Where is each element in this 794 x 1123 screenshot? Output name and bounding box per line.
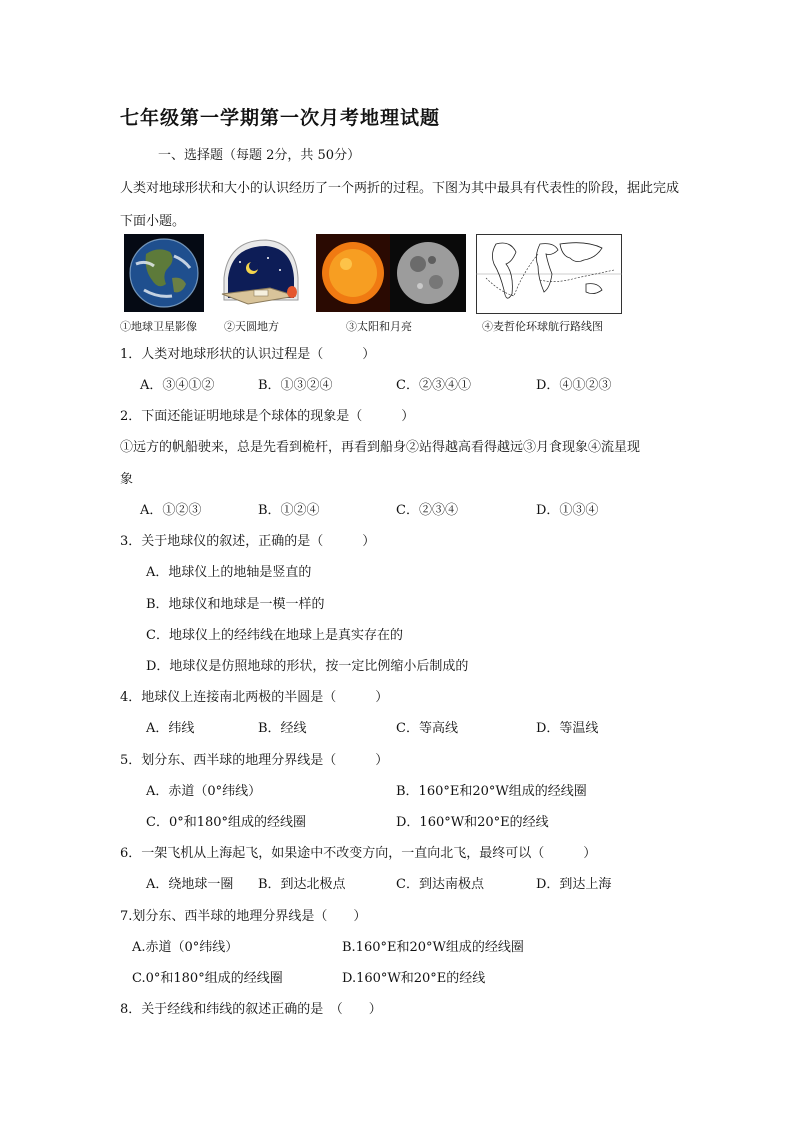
q6-option-c: C．到达南极点	[396, 877, 484, 892]
question-4-stem: 4．地球仪上连接南北两极的半圆是（ ）	[120, 690, 389, 705]
q4-option-a: A．纬线	[146, 721, 195, 736]
question-8-stem: 8．关于经线和纬线的叙述正确的是 （ ）	[120, 1002, 382, 1017]
section-heading: 一、选择题（每题 2分，共 50分）	[158, 148, 361, 163]
q6-option-a: A．绕地球一圈	[146, 877, 234, 892]
q7-option-c: C.0°和180°组成的经线圈	[132, 971, 283, 986]
figure-caption-1: ①地球卫星影像	[120, 320, 197, 333]
q2-option-c: C．②③④	[396, 503, 458, 518]
q3-option-d: D．地球仪是仿照地球的形状，按一定比例缩小后制成的	[146, 659, 469, 674]
q2-option-b: B．①②④	[258, 503, 320, 518]
magellan-route-map	[476, 234, 622, 314]
q3-option-c: C．地球仪上的经纬线在地球上是真实存在的	[146, 628, 403, 643]
q5-option-d: D．160°W和20°E的经线	[396, 815, 549, 830]
question-5-stem: 5．划分东、西半球的地理分界线是（ ）	[120, 753, 389, 768]
q6-option-d: D．到达上海	[536, 877, 612, 892]
q5-option-a: A．赤道（0°纬线）	[146, 784, 262, 799]
q4-option-c: C．等高线	[396, 721, 458, 736]
q4-option-b: B．经线	[258, 721, 307, 736]
q4-option-d: D．等温线	[536, 721, 599, 736]
q1-option-c: C．②③④①	[396, 378, 471, 393]
question-1-stem: 1．人类对地球形状的认识过程是（ ）	[120, 347, 376, 362]
q2-option-d: D．①③④	[536, 503, 599, 518]
round-sky-square-earth-image	[218, 234, 302, 312]
q5-option-c: C．0°和180°组成的经线圈	[146, 815, 307, 830]
q6-option-b: B．到达北极点	[258, 877, 346, 892]
question-2-stem: 2．下面还能证明地球是个球体的现象是（ ）	[120, 409, 415, 424]
figure-strip	[120, 234, 630, 334]
q5-option-b: B．160°E和20°W组成的经线圈	[396, 784, 587, 799]
q2-option-a: A．①②③	[140, 503, 202, 518]
q7-option-a: A.赤道（0°纬线）	[132, 940, 239, 955]
q2-statement-line-2: 象	[120, 472, 134, 487]
figure-caption-3: ③太阳和月亮	[346, 320, 412, 333]
sun-and-moon-image	[316, 234, 466, 312]
q1-option-a: A．③④①②	[140, 378, 215, 393]
q7-option-d: D.160°W和20°E的经线	[342, 971, 486, 986]
q1-option-b: B．①③②④	[258, 378, 333, 393]
q3-option-a: A．地球仪上的地轴是竖直的	[146, 565, 312, 580]
q2-statement-line-1: ①远方的帆船驶来，总是先看到桅杆，再看到船身②站得越高看得越远③月食现象④流星现	[120, 440, 641, 455]
question-6-stem: 6．一架飞机从上海起飞，如果途中不改变方向，一直向北飞，最终可以（ ）	[120, 846, 597, 861]
figure-caption-2: ②天圆地方	[224, 320, 279, 333]
q3-option-b: B．地球仪和地球是一模一样的	[146, 597, 325, 612]
figure-caption-4: ④麦哲伦环球航行路线图	[482, 320, 603, 333]
page-title: 七年级第一学期第一次月考地理试题	[120, 107, 441, 129]
intro-paragraph: 人类对地球形状和大小的认识经历了一个两折的过程。下图为其中最具有代表性的阶段，据此完成下面小题。	[120, 181, 680, 229]
question-3-stem: 3．关于地球仪的叙述，正确的是（ ）	[120, 534, 376, 549]
question-7-stem: 7.划分东、西半球的地理分界线是（ ）	[120, 909, 367, 924]
q1-option-d: D．④①②③	[536, 378, 612, 393]
earth-satellite-image	[124, 234, 204, 312]
q7-option-b: B.160°E和20°W组成的经线圈	[342, 940, 524, 955]
